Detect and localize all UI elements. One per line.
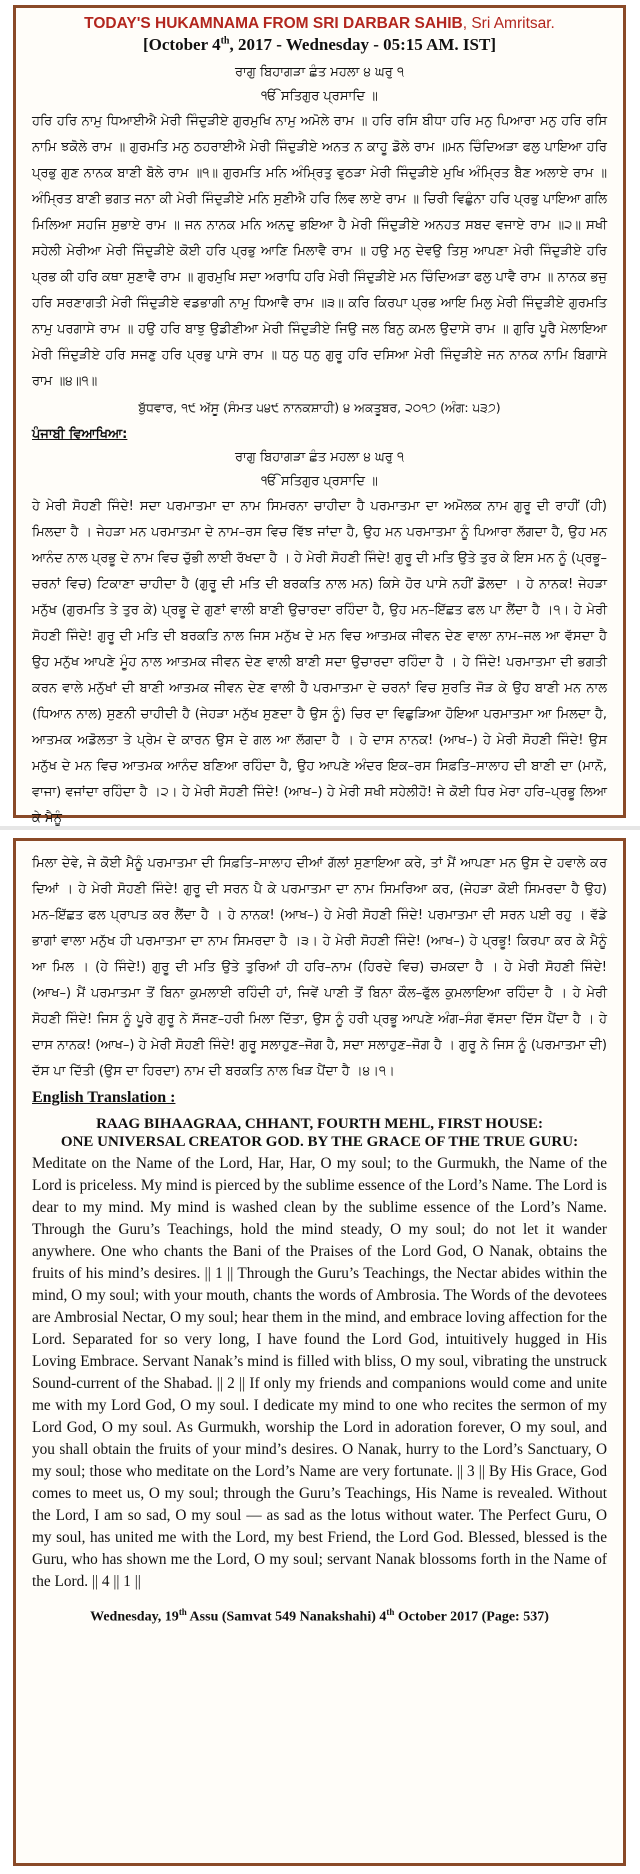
panel-divider bbox=[0, 826, 640, 830]
hukamnama-text: ਹਰਿ ਹਰਿ ਨਾਮੁ ਧਿਆਈਐ ਮੇਰੀ ਜਿੰਦੁੜੀਏ ਗੁਰਮੁਖਿ ਨਾਮੁ ਅਮੋਲੇ ਰਾਮ ॥ ਹਰਿ ਰਸਿ ਬੀਧਾ ਹਰਿ ਮਨੁ ਪਿਆਰਾ ਮਨੁ ਹਰਿ ਰਸਿ ਨਾਮਿ ਝਕੋਲੇ ਰਾਮ ॥ ਗੁਰਮਤਿ ਮਨੁ ਠਹਰਾਈਐ ਮੇਰੀ ਜਿੰਦੁੜੀਏ ਅਨਤ ਨ ਕਾਹੂ ਡੋਲੇ ਰਾਮ ॥ਮਨ ਚਿੰਦਿਅੜਾ ਫਲੁ ਪਾਇਆ ਹਰਿ ਪ੍ਰਭੁ ਗੁਣ ਨਾਨਕ ਬਾਣੀ ਬੋਲੇ ਰਾਮ ॥੧॥ ਗੁਰਮਤਿ ਮਨਿ ਅੰਮ੍ਰਿਤੁ ਵੁਠੜਾ ਮੇਰੀ ਜਿੰਦੁੜੀਏ ਮੁਖਿ ਅੰਮ੍ਰਿਤ ਬੈਣ ਅਲਾਏ ਰਾਮ ॥ ਅੰਮ੍ਰਿਤ ਬਾਣੀ ਭਗਤ ਜਨਾ ਕੀ ਮੇਰੀ ਜਿੰਦੁੜੀਏ ਮਨਿ ਸੁਣੀਐ ਹਰਿ ਲਿਵ ਲਾਏ ਰਾਮ ॥ ਚਿਰੀ ਵਿਛੁੰਨਾ ਹਰਿ ਪ੍ਰਭੁ ਪਾਇਆ ਗਲਿ ਮਿਲਿਆ ਸਹਜਿ ਸੁਭਾਏ ਰਾਮ ॥ ਜਨ ਨਾਨਕ ਮਨਿ ਅਨਦੁ ਭਇਆ ਹੈ ਮੇਰੀ ਜਿੰਦੁੜੀਏ ਅਨਹਤ ਸਬਦ ਵਜਾਏ ਰਾਮ ॥੨॥ ਸਖੀ ਸਹੇਲੀ ਮੇਰੀਆ ਮੇਰੀ ਜਿੰਦੁੜੀਏ ਕੋਈ ਹਰਿ ਪ੍ਰਭੁ ਆਣਿ ਮਿਲਾਵੈ ਰਾਮ ॥ ਹਉ ਮਨੁ ਦੇਵਉ ਤਿਸੁ ਆਪਣਾ ਮੇਰੀ ਜਿੰਦੁੜੀਏ ਹਰਿ ਪ੍ਰਭ ਕੀ ਹਰਿ ਕਥਾ ਸੁਣਾਵੈ ਰਾਮ ॥ ਗੁਰਮੁਖਿ ਸਦਾ ਅਰਾਧਿ ਹਰਿ ਮੇਰੀ ਜਿੰਦੁੜੀਏ ਮਨ ਚਿੰਦਿਅੜਾ ਫਲੁ ਪਾਵੈ ਰਾਮ ॥ ਨਾਨਕ ਭਜੁ ਹਰਿ ਸਰਣਾਗਤੀ ਮੇਰੀ ਜਿੰਦੁੜੀਏ ਵਡਭਾਗੀ ਨਾਮੁ ਧਿਆਵੈ ਰਾਮ ॥੩॥ ਕਰਿ ਕਿਰਪਾ ਪ੍ਰਭ ਆਇ ਮਿਲੁ ਮੇਰੀ ਜਿੰਦੁੜੀਏ ਗੁਰਮਤਿ ਨਾਮੁ ਪਰਗਾਸੇ ਰਾਮ ॥ ਹਉ ਹਰਿ ਬਾਝੁ ਉਡੀਣੀਆ ਮੇਰੀ ਜਿੰਦੁੜੀਏ ਜਿਉ ਜਲ ਬਿਨੁ ਕਮਲ ਉਦਾਸੇ ਰਾਮ ॥ ਗੁਰਿ ਪੂਰੈ ਮੇਲਾਇਆ ਮੇਰੀ ਜਿੰਦੁੜੀਏ ਹਰਿ ਸਜਣੁ ਹਰਿ ਪ੍ਰਭੁ ਪਾਸੇ ਰਾਮ ॥ ਧਨੁ ਧਨੁ ਗੁਰੂ ਹਰਿ ਦਸਿਆ ਮੇਰੀ ਜਿੰਦੁੜੀਏ ਜਨ ਨਾਨਕ ਨਾਮਿ ਬਿਗਾਸੇ ਰਾਮ ॥੪॥੧॥ bbox=[32, 114, 607, 389]
footer-end: October 2017 (Page: 537) bbox=[394, 1609, 549, 1625]
vyakhya-ikonkar-line: ੴ ਸਤਿਗੁਰ ਪ੍ਰਸਾਦਿ ॥ bbox=[261, 474, 378, 489]
footer-mid: Assu (Samvat 549 Nanakshahi) 4 bbox=[186, 1609, 387, 1625]
date-sup: th bbox=[220, 35, 230, 47]
english-title-line2: ONE UNIVERSAL CREATOR GOD. BY THE GRACE OF THE TRUE GURU: bbox=[60, 1134, 579, 1150]
hukamnama-panel-top bbox=[13, 5, 626, 826]
hukamnama-panel-bottom bbox=[13, 838, 626, 1866]
footer-sup2: th bbox=[386, 1607, 395, 1617]
english-date-footer bbox=[32, 1607, 607, 1626]
date-rest: , 2017 - Wednesday - 05:15 AM. IST] bbox=[229, 35, 496, 54]
date-prefix: [October 4 bbox=[142, 35, 221, 54]
vyakhya-text-part2: ਮਿਲਾ ਦੇਵੇ, ਜੇ ਕੋਈ ਮੈਨੂੰ ਪਰਮਾਤਮਾ ਦੀ ਸਿਫ਼ਤਿ–ਸਾਲਾਹ ਦੀਆਂ ਗੱਲਾਂ ਸੁਣਾਇਆ ਕਰੇ, ਤਾਂ ਮੈਂ ਆਪਣਾ ਮਨ ਉਸ ਦੇ ਹਵਾਲੇ ਕਰ ਦਿਆਂ । ਹੇ ਮੇਰੀ ਸੋਹਣੀ ਜਿੰਦੇ! ਗੁਰੂ ਦੀ ਸਰਨ ਪੈ ਕੇ ਪਰਮਾਤਮਾ ਦਾ ਨਾਮ ਸਿਮਰਿਆ ਕਰ, (ਜੇਹੜਾ ਕੋਈ ਸਿਮਰਦਾ ਹੈ ਉਹ) ਮਨ–ਇੱਛਤ ਫਲ ਪ੍ਰਾਪਤ ਕਰ ਲੈਂਦਾ ਹੈ । ਹੇ ਨਾਨਕ! (ਆਖ–) ਹੇ ਮੇਰੀ ਸੋਹਣੀ ਜਿੰਦੇ! ਪਰਮਾਤਮਾ ਦੀ ਸਰਨ ਪਈ ਰਹੁ । ਵੱਡੇ ਭਾਗਾਂ ਵਾਲਾ ਮਨੁੱਖ ਹੀ ਪਰਮਾਤਮਾ ਦਾ ਨਾਮ ਸਿਮਰਦਾ ਹੈ ।੩। ਹੇ ਮੇਰੀ ਸੋਹਣੀ ਜਿੰਦੇ! (ਆਖ–) ਹੇ ਪ੍ਰਭੂ! ਕਿਰਪਾ ਕਰ ਕੇ ਮੈਨੂੰ ਆ ਮਿਲ । (ਹੇ ਜਿੰਦੇ!) ਗੁਰੂ ਦੀ ਮਤਿ ਉਤੇ ਤੁਰਿਆਂ ਹੀ ਹਰਿ–ਨਾਮ (ਹਿਰਦੇ ਵਿਚ) ਚਮਕਦਾ ਹੈ । ਹੇ ਮੇਰੀ ਸੋਹਣੀ ਜਿੰਦੇ! (ਆਖ–) ਮੈਂ ਪਰਮਾਤਮਾ ਤੋਂ ਬਿਨਾ ਕੁਮਲਾਈ ਰਹਿੰਦੀ ਹਾਂ, ਜਿਵੇਂ ਪਾਣੀ ਤੋਂ ਬਿਨਾ ਕੌਲ–ਫੁੱਲ ਕੁਮਲਾਇਆ ਰਹਿੰਦਾ ਹੈ । ਹੇ ਮੇਰੀ ਸੋਹਣੀ ਜਿੰਦੇ! ਜਿਸ ਨੂੰ ਪੂਰੇ ਗੁਰੂ ਨੇ ਸੱਜਣ–ਹਰੀ ਮਿਲਾ ਦਿੱਤਾ, ਉਸ ਨੂੰ ਹਰੀ ਪ੍ਰਭੂ ਆਪਣੇ ਅੰਗ–ਸੰਗ ਵੱਸਦਾ ਦਿੱਸ ਪੈਂਦਾ ਹੈ । ਹੇ ਦਾਸ ਨਾਨਕ! (ਆਖ–) ਹੇ ਮੇਰੀ ਸੋਹਣੀ ਜਿੰਦੇ! ਗੁਰੂ ਸਲਾਹੁਣ–ਜੋਗ ਹੈ, ਸਦਾ ਸਲਾਹੁਣ–ਜੋਗ ਹੈ । ਗੁਰੂ ਨੇ ਜਿਸ ਨੂੰ (ਪਰਮਾਤਮਾ ਦੀ) ਦੱਸ ਪਾ ਦਿੱਤੀ (ਉਸ ਦਾ ਹਿਰਦਾ) ਨਾਮ ਦੀ ਬਰਕਤਿ ਨਾਲ ਖਿੜ ਪੈਂਦਾ ਹੈ ।੪।੧। bbox=[32, 856, 607, 1079]
ikonkar-line: ੴ ਸਤਿਗੁਰ ਪ੍ਰਸਾਦਿ ॥ bbox=[261, 89, 378, 104]
english-title-line1: RAAG BIHAAGRAA, CHHANT, FOURTH MEHL, FIRST HOUSE: bbox=[96, 1116, 543, 1132]
raag-heading: ਰਾਗੁ ਬਿਹਾਗੜਾ ਛੰਤ ਮਹਲਾ ੪ ਘਰੁ ੧ bbox=[234, 65, 405, 80]
title-city: , Sri Amritsar. bbox=[462, 15, 555, 32]
punjabi-date-line: ਬੁੱਧਵਾਰ, ੧੯ ਅੱਸੂ (ਸੰਮਤ ੫੪੯ ਨਾਨਕਸ਼ਾਹੀ) ੪ ਅਕਤੂਬਰ, ੨੦੧੭ (ਅੰਗ: ੫੩੭) bbox=[138, 400, 501, 415]
english-translation-heading: English Translation : bbox=[32, 1089, 176, 1106]
page-title bbox=[32, 14, 607, 33]
footer-prefix: Wednesday, 19 bbox=[90, 1609, 179, 1625]
date-header bbox=[32, 35, 607, 55]
footer-sup1: th bbox=[178, 1607, 187, 1617]
title-text: TODAY'S HUKAMNAMA FROM SRI DARBAR SAHIB bbox=[84, 15, 463, 32]
punjabi-vyakhya-heading: ਪੰਜਾਬੀ ਵਿਆਖਿਆ: bbox=[32, 427, 128, 442]
vyakhya-raag-heading: ਰਾਗੁ ਬਿਹਾਗੜਾ ਛੰਤ ਮਹਲਾ ੪ ਘਰੁ ੧ bbox=[234, 450, 405, 465]
vyakhya-text-part1: ਹੇ ਮੇਰੀ ਸੋਹਣੀ ਜਿੰਦੇ! ਸਦਾ ਪਰਮਾਤਮਾ ਦਾ ਨਾਮ ਸਿਮਰਨਾ ਚਾਹੀਦਾ ਹੈ ਪਰਮਾਤਮਾ ਦਾ ਅਮੋਲਕ ਨਾਮ ਗੁਰੂ ਦੀ ਰਾਹੀਂ (ਹੀ) ਮਿਲਦਾ ਹੈ । ਜੇਹੜਾ ਮਨ ਪਰਮਾਤਮਾ ਦੇ ਨਾਮ–ਰਸ ਵਿਚ ਵਿੱਝ ਜਾਂਦਾ ਹੈ, ਉਹ ਮਨ ਪਰਮਾਤਮਾ ਨੂੰ ਪਿਆਰਾ ਲੱਗਦਾ ਹੈ, ਉਹ ਮਨ ਆਨੰਦ ਨਾਲ ਪ੍ਰਭੂ ਦੇ ਨਾਮ ਵਿਚ ਚੁੱਭੀ ਲਾਈ ਰੱਖਦਾ ਹੈ । ਹੇ ਮੇਰੀ ਸੋਹਣੀ ਜਿੰਦੇ! ਗੁਰੂ ਦੀ ਮਤਿ ਉਤੇ ਤੁਰ ਕੇ ਇਸ ਮਨ ਨੂੰ (ਪ੍ਰਭੂ–ਚਰਨਾਂ ਵਿਚ) ਟਿਕਾਣਾ ਚਾਹੀਦਾ ਹੈ (ਗੁਰੂ ਦੀ ਮਤਿ ਦੀ ਬਰਕਤਿ ਨਾਲ ਮਨ) ਕਿਸੇ ਹੋਰ ਪਾਸੇ ਨਹੀਂ ਡੋਲਦਾ । ਹੇ ਨਾਨਕ! ਜੇਹੜਾ ਮਨੁੱਖ (ਗੁਰਮਤਿ ਤੇ ਤੁਰ ਕੇ) ਪ੍ਰਭੂ ਦੇ ਗੁਣਾਂ ਵਾਲੀ ਬਾਣੀ ਉਚਾਰਦਾ ਰਹਿੰਦਾ ਹੈ, ਉਹ ਮਨ–ਇੱਛਤ ਫਲ ਪਾ ਲੈਂਦਾ ਹੈ ।੧। ਹੇ ਮੇਰੀ ਸੋਹਣੀ ਜਿੰਦੇ! ਗੁਰੂ ਦੀ ਮਤਿ ਦੀ ਬਰਕਤਿ ਨਾਲ ਜਿਸ ਮਨੁੱਖ ਦੇ ਮਨ ਵਿਚ ਆਤਮਕ ਜੀਵਨ ਦੇਣ ਵਾਲਾ ਨਾਮ–ਜਲ ਆ ਵੱਸਦਾ ਹੈ ਉਹ ਮਨੁੱਖ ਆਪਣੇ ਮੂੰਹ ਨਾਲ ਆਤਮਕ ਜੀਵਨ ਦੇਣ ਵਾਲੀ ਬਾਣੀ ਸਦਾ ਉਚਾਰਦਾ ਰਹਿੰਦਾ ਹੈ । ਹੇ ਜਿੰਦੇ! ਪਰਮਾਤਮਾ ਦੀ ਭਗਤੀ ਕਰਨ ਵਾਲੇ ਮਨੁੱਖਾਂ ਦੀ ਬਾਣੀ ਆਤਮਕ ਜੀਵਨ ਦੇਣ ਵਾਲੀ ਹੈ ਪਰਮਾਤਮਾ ਦੇ ਚਰਨਾਂ ਵਿਚ ਸੁਰਤਿ ਜੋੜ ਕੇ ਉਹ ਬਾਣੀ ਮਨ ਨਾਲ (ਧਿਆਨ ਨਾਲ) ਸੁਣਨੀ ਚਾਹੀਦੀ ਹੈ (ਜੇਹੜਾ ਮਨੁੱਖ ਸੁਣਦਾ ਹੈ ਉਸ ਨੂੰ) ਚਿਰ ਦਾ ਵਿਛੁੜਿਆ ਹੋਇਆ ਪਰਮਾਤਮਾ ਆ ਮਿਲਦਾ ਹੈ, ਆਤਮਕ ਅਡੋਲਤਾ ਤੇ ਪ੍ਰੇਮ ਦੇ ਕਾਰਨ ਉਸ ਦੇ ਗਲ ਆ ਲੱਗਦਾ ਹੈ । ਹੇ ਦਾਸ ਨਾਨਕ! (ਆਖ–) ਹੇ ਮੇਰੀ ਸੋਹਣੀ ਜਿੰਦੇ! ਉਸ ਮਨੁੱਖ ਦੇ ਮਨ ਵਿਚ ਆਤਮਕ ਆਨੰਦ ਬਣਿਆ ਰਹਿੰਦਾ ਹੈ, ਉਹ ਆਪਣੇ ਅੰਦਰ ਇਕ–ਰਸ ਸਿਫ਼ਤਿ–ਸਾਲਾਹ ਦੀ ਬਾਣੀ ਦਾ (ਮਾਨੋ, ਵਾਜਾ) ਵਜਾਂਦਾ ਰਹਿੰਦਾ ਹੈ ।੨। ਹੇ ਮੇਰੀ ਸੋਹਣੀ ਜਿੰਦੇ! (ਆਖ–) ਹੇ ਮੇਰੀ ਸਖੀ ਸਹੇਲੀਹੋ! ਜੇ ਕੋਈ ਧਿਰ ਮੇਰਾ ਹਰਿ–ਪ੍ਰਭੂ ਲਿਆ ਕੇ ਮੈਨੂੰ bbox=[32, 499, 607, 826]
english-translation-body: Meditate on the Name of the Lord, Har, Har, O my soul; to the Gurmukh, the Name of the Lord is priceless. My mind is pierced by the sublime essence of the Lord’s Name. The Lord is dear to my mind. My mind is washed clean by the sublime essence of the Lord’s Name. Through the Guru’s Teachings, hold the mind steady, O my soul; do not let it wander anywhere. One who chants the Bani of the Praises of the Lord God, O Nanak, obtains the fruits of his mind’s desires. || 1 || Through the Guru’s Teachings, the Nectar abides within the mind, O my soul; with your mouth, chants the words of Ambrosia. The Words of the devotees are Ambrosial Nectar, O my soul; hear them in the mind, and embrace loving affection for the Lord. Separated for so very long, I have found the Lord God, intuitively hugged in His Loving Embrace. Servant Nanak’s mind is filled with bliss, O my soul, vibrating the unstruck Sound-current of the Shabad. || 2 || If only my friends and companions would come and unite me with my Lord God, O my soul. I dedicate my mind to one who recites the sermon of my Lord God, O my soul. As Gurmukh, worship the Lord in adoration forever, O my soul, and you shall obtain the fruits of your mind’s desires. O Nanak, hurry to the Lord’s Sanctuary, O my soul; those who meditate on the Lord’s Name are very fortunate. || 3 || By His Grace, God comes to meet us, O my soul; through the Guru’s Teachings, His Name is revealed. Without the Lord, I am so sad, O my soul — as sad as the lotus without water. The Perfect Guru, O my soul, has united me with the Lord, my best Friend, the Lord God. Blessed, blessed is the Guru, who has shown me the Lord, O my soul; servant Nanak blossoms forth in the Name of the Lord. || 4 || 1 || bbox=[32, 1155, 607, 1590]
